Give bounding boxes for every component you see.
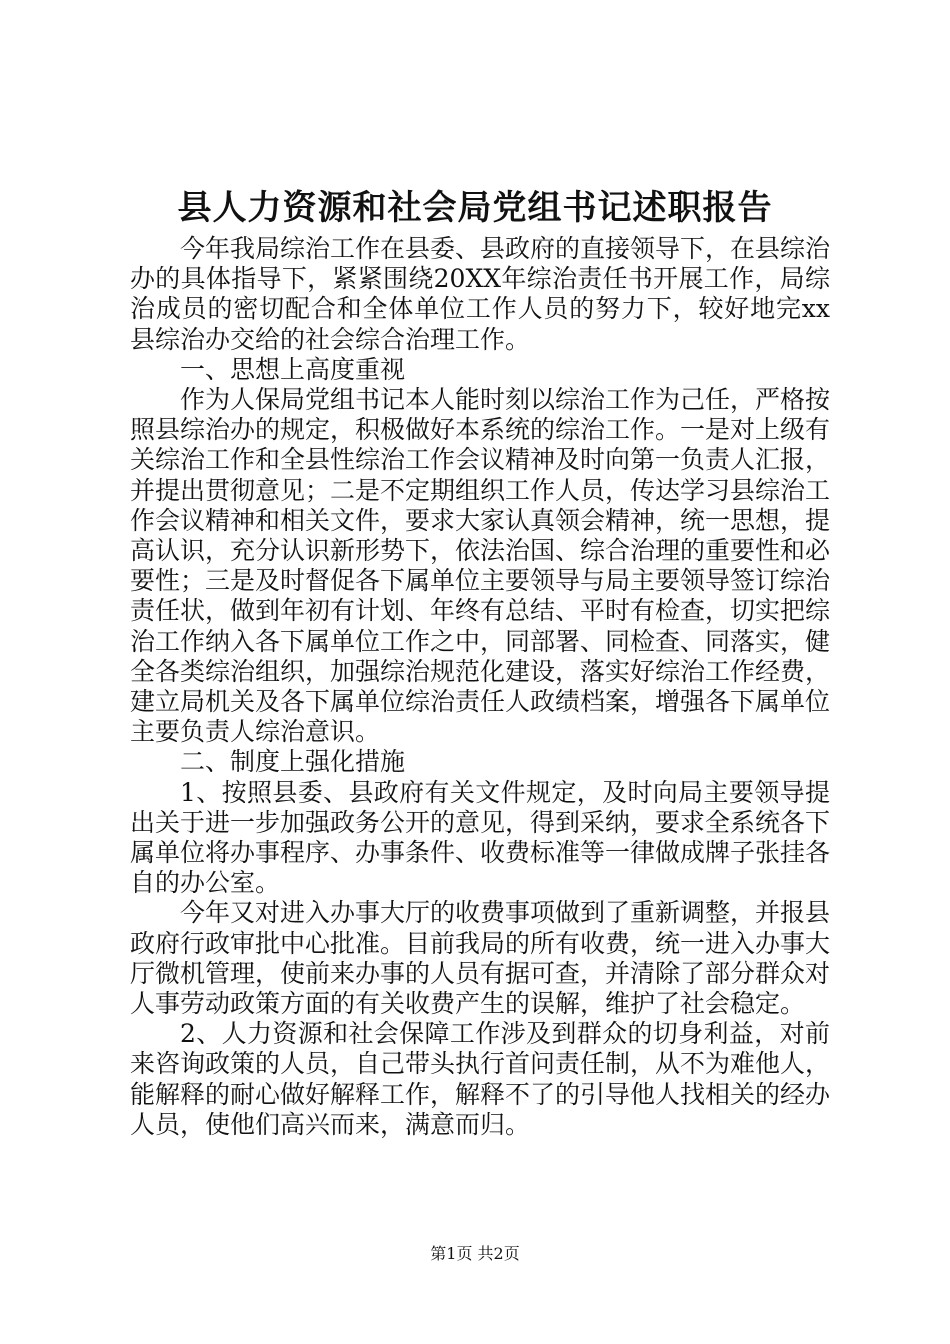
page-footer: 第1页 共2页 (430, 1244, 520, 1263)
section-heading-2: 二、制度上强化措施 (180, 747, 406, 777)
section-heading-1: 一、思想上高度重视 (180, 354, 406, 384)
paragraph-item-2: 2、人力资源和社会保障工作涉及到群众的切身利益，对前来咨询政策的人员，自己带头执行首问责任制，从不为难他人，能解释的耐心做好解释工作，解释不了的引导他人找相关的经办人员，使他们高兴而来，满意而归。 (130, 1019, 831, 1139)
paragraph-fees: 今年又对进入办事大厅的收费事项做到了重新调整，并报县政府行政审批中心批准。目前我局的所有收费，统一进入办事大厅微机管理，使前来办事的人员有据可查，并清除了部分群众对人事劳动政策方面的有关收费产生的误解，维护了社会稳定。 (130, 898, 831, 1019)
paragraph-item-1: 1、按照县委、县政府有关文件规定，及时向局主要领导提出关于进一步加强政务公开的意见，得到采纳，要求全系统各下属单位将办事程序、办事条件、收费标准等一律做成牌子张挂各自的办公室。 (130, 777, 831, 898)
document-title: 县人力资源和社会局党组书记述职报告 (177, 188, 773, 228)
paragraph-section-1: 作为人保局党组书记本人能时刻以综治工作为己任，严格按照县综治办的规定，积极做好本系统的综治工作。一是对上级有关综治工作和全县性综治工作会议精神及时向第一负责人汇报，并提出贯彻意见；二是不定期组织工作人员，传达学习县综治工作会议精神和相关文件，要求大家认真领会精神，统一思想，提高认识，充分认识新形势下，依法治国、综合治理的重要性和必要性；三是及时督促各下属单位主要领导与局主要领导签订综治责任状，做到年初有计划、年终有总结、平时有检查，切实把综治工作纳入各下属单位工作之中，同部署、同检查、同落实，健全各类综治组织，加强综治规范化建设，落实好综治工作经费，建立局机关及各下属单位综治责任人政绩档案，增强各下属单位主要负责人综治意识。 (130, 385, 831, 747)
paragraph-intro: 今年我局综治工作在县委、县政府的直接领导下，在县综治办的具体指导下，紧紧围绕20XX年综治责任书开展工作，局综治成员的密切配合和全体单位工作人员的努力下，较好地完xx县综治办交给的社会综合治理工作。 (130, 234, 831, 354)
document-body (130, 234, 830, 1140)
